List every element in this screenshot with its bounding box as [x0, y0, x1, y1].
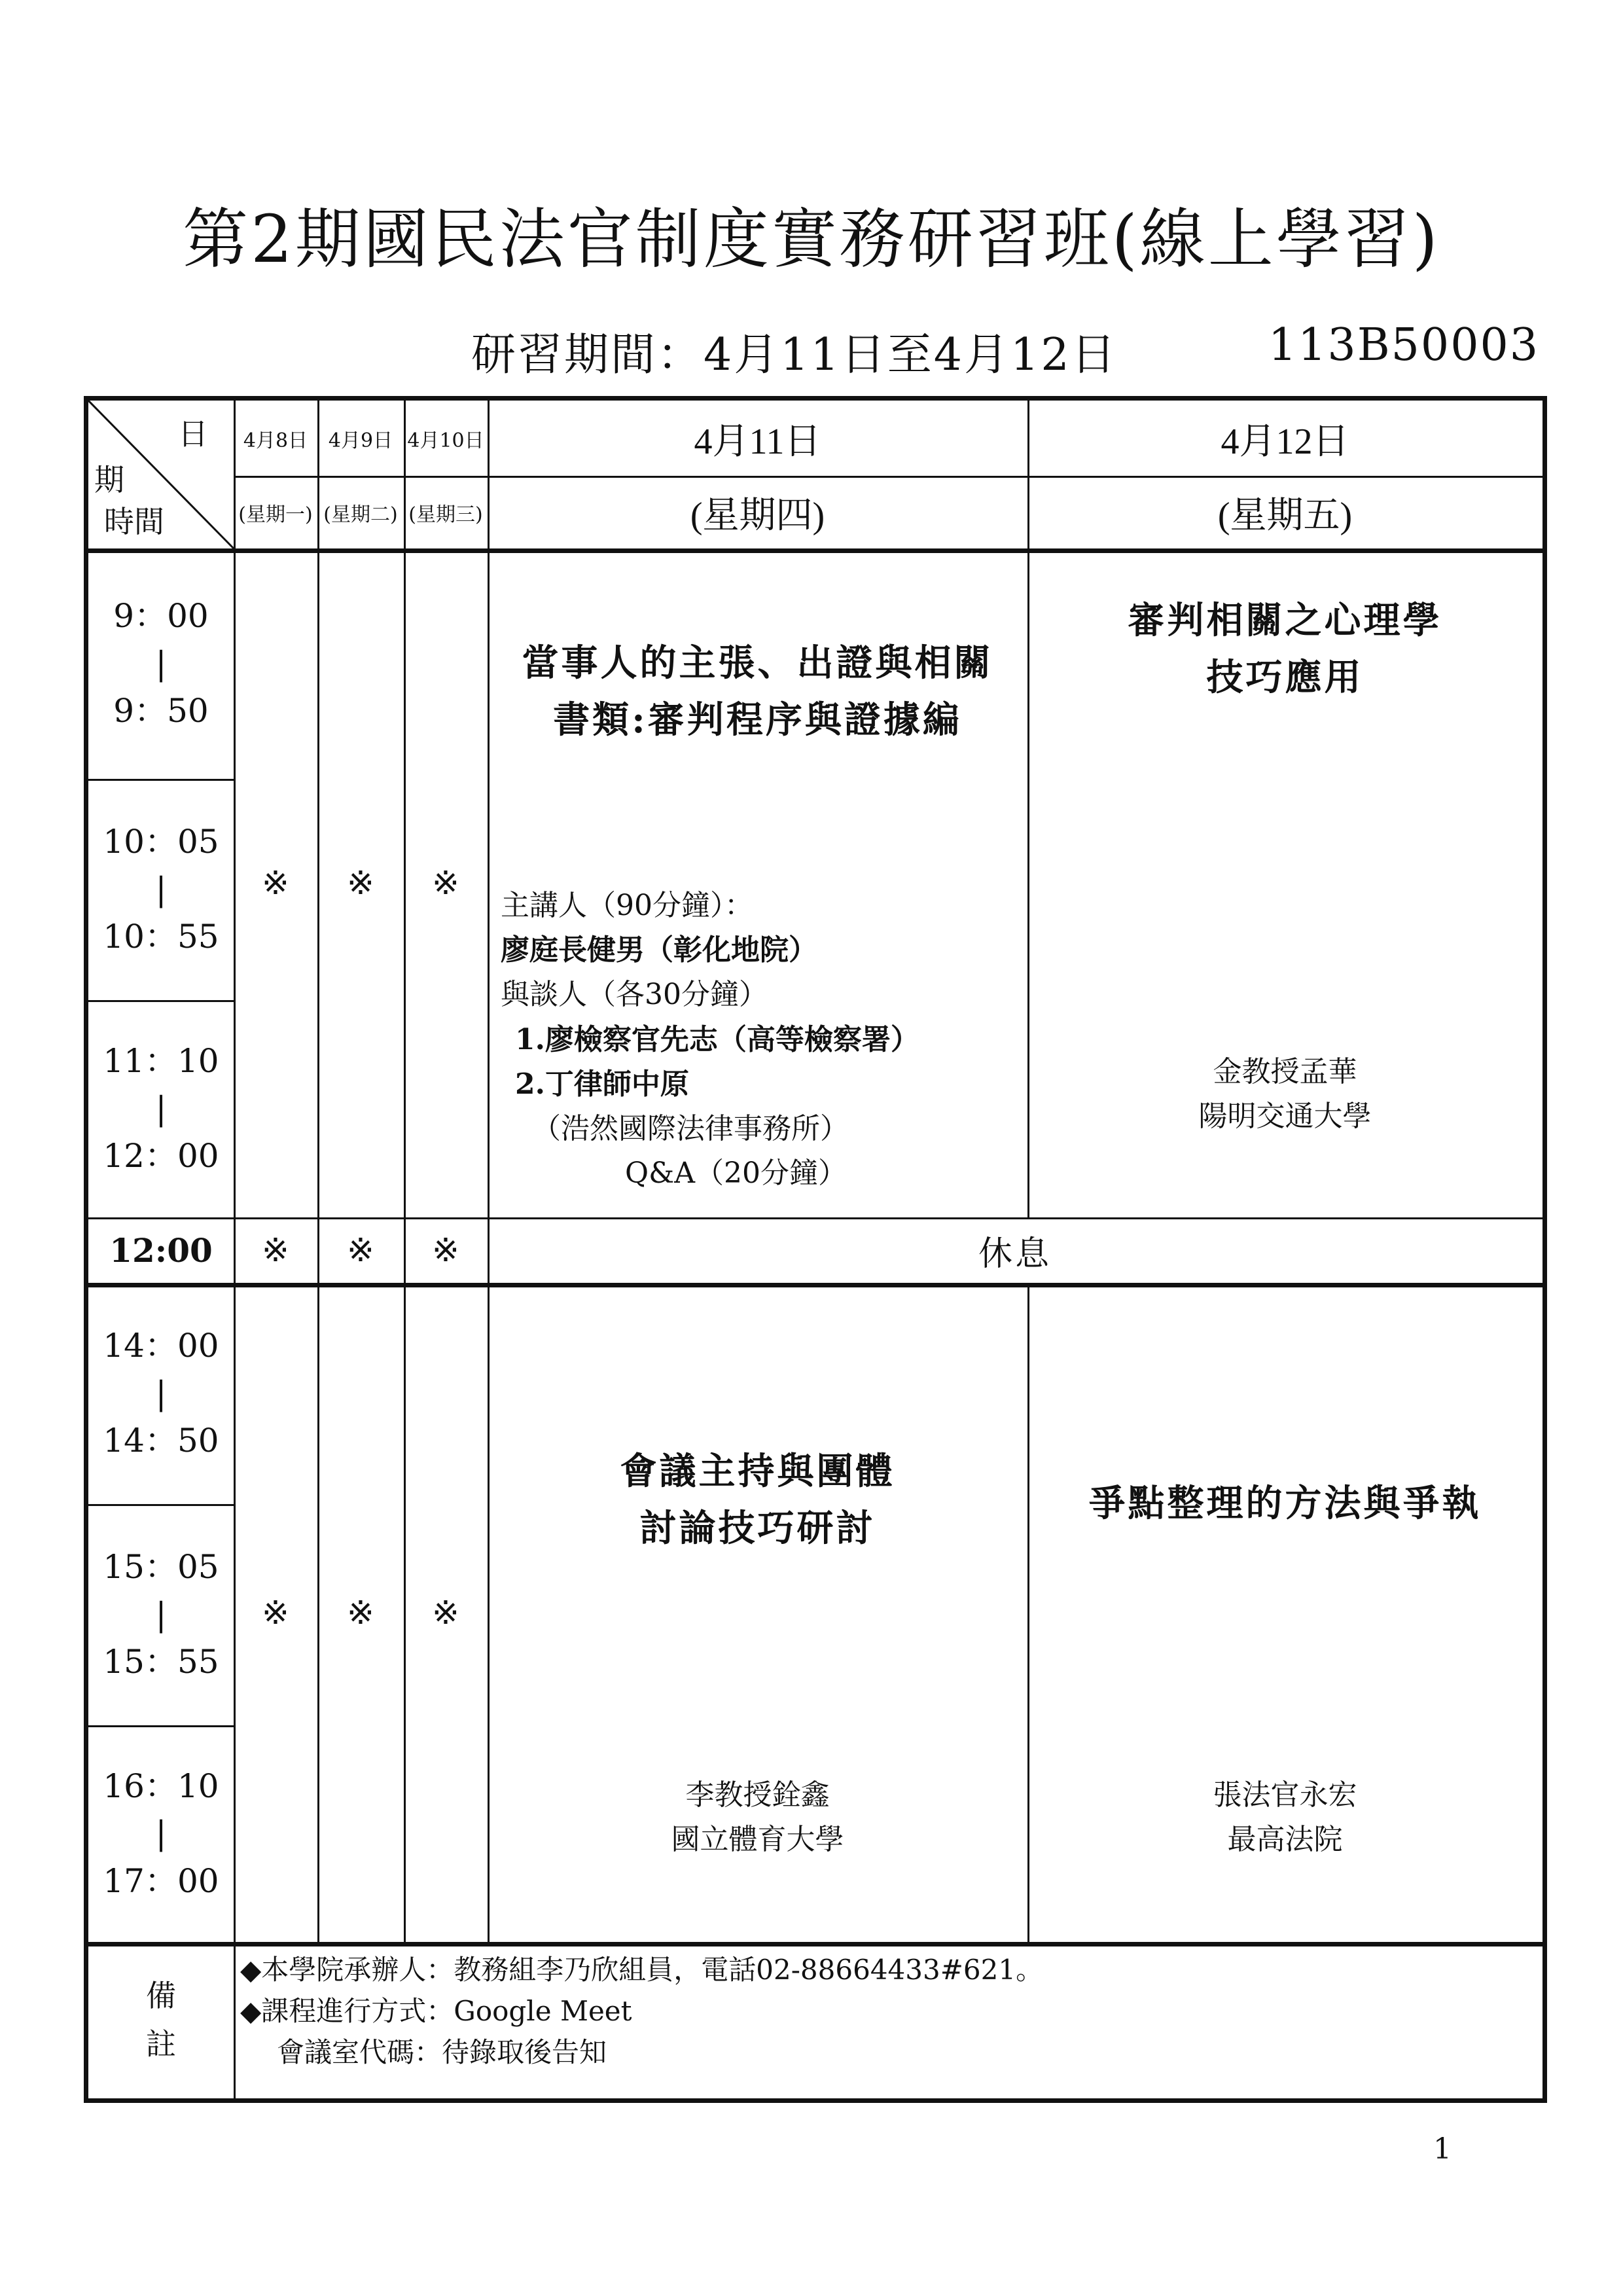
day-date-apr11: 4月11日: [694, 421, 821, 462]
course-details: 主講人（90分鐘）： 廖庭長健男（彰化地院） 與談人（各30分鐘） 1.廖檢察官先志（高等檢察署） 2.丁律師中原 （浩然國際法律事務所） Q&A（20分鐘）: [501, 889, 919, 1191]
no-class-mark: ※: [347, 864, 374, 902]
time-slot: 16：10 | 17：00: [103, 1767, 219, 1900]
no-class-mark: ※: [262, 1231, 289, 1269]
no-class-mark: ※: [262, 1593, 289, 1632]
course-title: 當事人的主張、出證與相關 書類:審判程序與證據編: [522, 641, 993, 742]
day-weekday-wed: (星期三): [408, 503, 483, 526]
course-title: 會議主持與團體 討論技巧研討: [620, 1450, 895, 1550]
no-class-mark: ※: [432, 1593, 459, 1632]
schedule-table: [84, 396, 1547, 2103]
corner-time-label: 時間: [104, 504, 164, 539]
day-date-apr9: 4月9日: [328, 429, 393, 452]
time-slot: 14：00 | 14：50: [103, 1327, 219, 1460]
no-class-mark: ※: [347, 1593, 374, 1632]
noon-time: 12:00: [109, 1230, 213, 1270]
course-title: 爭點整理的方法與爭執: [1088, 1481, 1482, 1525]
day-weekday-mon: (星期一): [238, 503, 313, 526]
page-number: 1: [1433, 2132, 1452, 2166]
remarks-label: 備 註: [146, 1977, 176, 2062]
remarks-content: ◆本學院承辦人：教務組李乃欣組員，電話02-88664433#621。 ◆課程進行方式：Google Meet 會議室代碼：待錄取後告知: [240, 1954, 1044, 2068]
study-period: 研習期間：4月11日至4月12日: [471, 329, 1118, 381]
time-slot: 10：05 | 10：55: [103, 823, 219, 956]
day-date-apr8: 4月8日: [243, 429, 308, 452]
break-label: 休息: [978, 1234, 1052, 1274]
day-weekday-tue: (星期二): [323, 503, 398, 526]
time-slot: 11：10 | 12：00: [103, 1042, 219, 1175]
course-title: 審判相關之心理學 技巧應用: [1128, 599, 1442, 699]
time-slot: 9：00 | 9：50: [113, 597, 209, 730]
course-speaker: 李教授銓鑫 國立體育大學: [671, 1778, 844, 1856]
corner-period-label: 期: [94, 462, 124, 497]
course-speaker: 金教授孟華 陽明交通大學: [1198, 1054, 1372, 1133]
course-speaker: 張法官永宏 最高法院: [1213, 1778, 1357, 1856]
no-class-mark: ※: [432, 864, 459, 902]
day-weekday-thu: (星期四): [690, 495, 825, 536]
time-slot: 15：05 | 15：55: [103, 1548, 219, 1681]
page-title: 第2期國民法官制度實務研習班(線上學習): [183, 201, 1440, 278]
course-code: 113B50003: [1268, 319, 1539, 371]
no-class-mark: ※: [262, 864, 289, 902]
no-class-mark: ※: [432, 1231, 459, 1269]
day-weekday-fri: (星期五): [1217, 495, 1353, 536]
day-date-apr10: 4月10日: [407, 429, 484, 452]
no-class-mark: ※: [347, 1231, 374, 1269]
day-date-apr12: 4月12日: [1221, 421, 1349, 462]
corner-day-label: 日: [178, 416, 208, 452]
